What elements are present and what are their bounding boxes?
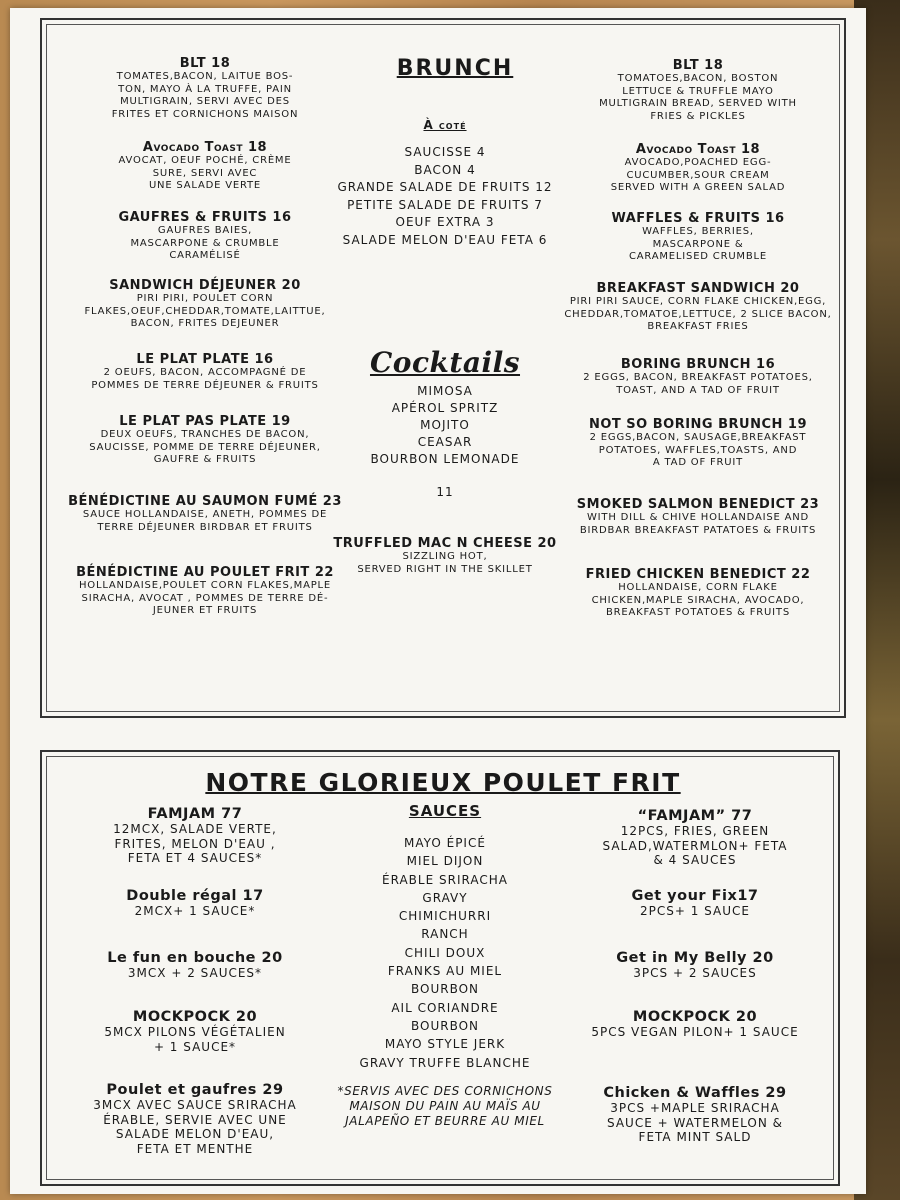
poulet-left-item-desc: 12MCX, SALADE VERTE, FRITES, MELON D'EAU , FETA ET 4 SAUCES* [113,822,277,865]
brunch-left-item-title: BLT 18 [179,56,231,71]
brunch-right-item [558,357,838,397]
brunch-right-item [558,211,838,264]
poulet-left-item-title: Poulet et gaufres 29 [106,1082,284,1098]
poulet-right-item-title: Get your Fix17 [631,888,759,904]
a-cote-item: GRANDE SALADE DE FRUITS 12 [337,180,553,194]
brunch-left-item [60,56,350,121]
brunch-right-item [558,281,838,334]
sauce-item: BOURBON [410,1018,480,1033]
brunch-right-item-title: WAFFLES & FRUITS 16 [611,211,785,226]
brunch-left-item [60,494,350,534]
cocktail-item: MIMOSA [417,384,473,398]
brunch-left-item-desc: PIRI PIRI, POULET CORN FLAKES,OEUF,CHEDDAR,TOMATE,LAITTUE, BACON, FRITES DEJEUNER [84,293,326,329]
sauce-item: MAYO ÉPICÉ [404,836,486,850]
poulet-left-item-desc: 3MCX + 2 SAUCES* [127,966,263,980]
a-cote-list [330,144,560,249]
brunch-left-item-title: BÉNÉDICTINE AU SAUMON FUMÉ 23 [68,494,342,509]
poulet-right-item-title: Get in My Belly 20 [616,950,774,966]
poulet-right-item-title: “FAMJAM” 77 [637,808,753,824]
sauces-section [330,802,560,1129]
poulet-left-item [70,1009,320,1054]
poulet-left-item-title: Le fun en bouche 20 [107,950,283,966]
cocktails-heading: Cocktails [369,346,521,379]
a-cote-section [330,118,560,249]
brunch-left-item-title: LE PLAT PAS PLATE 19 [119,414,291,429]
mac-desc: SIZZLING HOT, SERVED RIGHT IN THE SKILLET [357,551,533,575]
a-cote-item: SAUCISSE 4 [404,145,486,159]
poulet-right-item [570,888,820,919]
brunch-left-item-title: BÉNÉDICTINE AU POULET FRIT 22 [76,565,334,580]
sauce-item: CHILI DOUX [404,945,486,960]
brunch-right-item [558,142,838,195]
brunch-right-item-desc: 2 EGGS, BACON, BREAKFAST POTATOES, TOAST, AND A TAD OF FRUIT [583,372,813,396]
sauce-item: GRAVY [422,890,468,905]
brunch-right-item-title: BREAKFAST SANDWICH 20 [596,281,800,296]
brunch-right-item-title: NOT SO BORING BRUNCH 19 [588,417,808,432]
sauce-item: CHIMICHURRI [398,909,492,924]
brunch-heading: BRUNCH [396,56,514,81]
a-cote-heading: À coté [423,118,467,132]
brunch-right-item-title: FRIED CHICKEN BENEDICT 22 [585,567,811,582]
brunch-left-item-title: Avocado Toast 18 [142,140,268,155]
poulet-heading: NOTRE GLORIEUX POULET FRIT [205,768,681,797]
poulet-right-item [570,1009,820,1040]
poulet-left-item-desc: 2MCX+ 1 SAUCE* [134,904,256,918]
poulet-left-item-title: Double régal 17 [126,888,264,904]
brunch-right-item [558,417,838,470]
poulet-left-item [70,888,320,919]
poulet-right-item-desc: 12PCS, FRIES, GREEN SALAD,WATERMLON+ FETA & 4 SAUCES [602,824,788,867]
brunch-right-item-title: Avocado Toast 18 [635,142,761,157]
brunch-left-item-desc: GAUFRES BAIES, MASCARPONE & CRUMBLE CARAMÉLISÉ [130,225,280,261]
poulet-left-item-title: FAMJAM 77 [147,806,243,822]
brunch-left-item-desc: 2 OEUFS, BACON, ACCOMPAGNÉ DE POMMES DE TERRE DÉJEUNER & FRUITS [91,367,319,391]
poulet-right-item-desc: 3PCS + 2 SAUCES [633,966,757,980]
brunch-left-item [60,140,350,193]
brunch-right-item-title: BLT 18 [672,58,724,73]
brunch-right-item-desc: TOMATOES,BACON, BOSTON LETTUCE & TRUFFLE MAYO MULTIGRAIN BREAD, SERVED WITH FRIES & PICKLES [599,73,797,122]
sauce-item: BOURBON [410,982,480,997]
cocktail-item: MOJITO [420,418,470,432]
poulet-right-item [570,808,820,868]
brunch-left-item-desc: TOMATES,BACON, LAITUE BOS- TON, MAYO À LA TRUFFE, PAIN MULTIGRAIN, SERVI AVEC DES FRITES ET CORNICHONS MAISON [111,71,299,120]
brunch-right-item [558,567,838,620]
poulet-right-item [570,950,820,981]
brunch-left-item-title: GAUFRES & FRUITS 16 [118,210,292,225]
brunch-left-item [60,565,350,618]
poulet-left-item [70,950,320,981]
a-cote-item: SALADE MELON D'EAU FETA 6 [342,232,548,247]
sauce-item: MAYO STYLE JERK [384,1037,506,1052]
poulet-left-item-desc: 5MCX PILONS VÉGÉTALIEN + 1 SAUCE* [104,1025,286,1054]
a-cote-item: OEUF EXTRA 3 [395,215,495,229]
brunch-right-item-desc: AVOCADO,POACHED EGG- CUCUMBER,SOUR CREAM SERVED WITH A GREEN SALAD [610,157,786,193]
a-cote-item: BACON 4 [414,162,476,177]
poulet-left-item-desc: 3MCX AVEC SAUCE SRIRACHA ÉRABLE, SERVIE AVEC UNE SALADE MELON D'EAU, FETA ET MENTHE [93,1098,297,1156]
poulet-left-item [70,806,320,866]
poulet-right-item-title: MOCKPOCK 20 [632,1009,758,1025]
sauce-item: FRANKS AU MIEL [387,964,503,979]
brunch-left-item-title: SANDWICH DÉJEUNER 20 [109,278,301,293]
poulet-right-item [570,1085,820,1145]
menu-sheet [10,8,866,1194]
brunch-right-item-title: SMOKED SALMON BENEDICT 23 [576,497,820,512]
brunch-left-item [60,352,350,392]
poulet-right-item-desc: 5PCS VEGAN PILON+ 1 SAUCE [591,1025,799,1039]
brunch-left-item [60,414,350,467]
cocktails-section [340,346,550,502]
mac-title: TRUFFLED MAC N CHEESE 20 [333,536,557,551]
brunch-right-item-desc: WITH DILL & CHIVE HOLLANDAISE AND BIRDBAR BREAKFAST PATATOES & FRUITS [579,512,817,536]
brunch-left-item-desc: SAUCE HOLLANDAISE, ANETH, POMMES DE TERRE DÉJEUNER BIRDBAR ET FRUITS [82,509,328,533]
mac-n-cheese-item [330,536,560,576]
sauce-item: MIEL DIJON [406,854,484,869]
poulet-left-item-title: MOCKPOCK 20 [132,1009,258,1025]
cocktail-item: APÉROL SPRITZ [391,401,499,415]
brunch-right-item-desc: HOLLANDAISE, CORN FLAKE CHICKEN,MAPLE SIRACHA, AVOCADO, BREAKFAST POTATOES & FRUITS [591,582,805,618]
brunch-left-item-desc: DEUX OEUFS, TRANCHES DE BACON, SAUCISSE, POMME DE TERRE DÉJEUNER, GAUFRE & FRUITS [89,429,321,465]
brunch-right-item-desc: WAFFLES, BERRIES, MASCARPONE & CARAMELISED CRUMBLE [628,226,768,262]
cocktails-list [340,383,550,468]
brunch-right-item-desc: 2 EGGS,BACON, SAUSAGE,BREAKFAST POTATOES, WAFFLES,TOASTS, AND A TAD OF FRUIT [589,432,807,468]
sauce-item: AIL CORIANDRE [391,1000,499,1015]
cocktails-price: 11 [436,485,454,499]
sauce-item: GRAVY TRUFFE BLANCHE [359,1055,531,1070]
brunch-right-item [558,58,838,123]
brunch-left-item [60,278,350,331]
brunch-right-item [558,497,838,537]
brunch-right-item-title: BORING BRUNCH 16 [620,357,776,372]
cocktail-item: BOURBON LEMONADE [370,452,520,466]
brunch-left-item-desc: HOLLANDAISE,POULET CORN FLAKES,MAPLE SIRACHA, AVOCAT , POMMES DE TERRE DÉ- JEUNER ET FRUITS [78,580,332,616]
brunch-left-item-desc: AVOCAT, OEUF POCHÉ, CRÈME SURE, SERVI AVEC UNE SALADE VERTE [118,155,292,191]
sauces-heading: SAUCES [408,802,482,820]
poulet-right-item-desc: 2PCS+ 1 SAUCE [640,904,750,918]
poulet-left-item [70,1082,320,1156]
sauces-list [330,834,560,1072]
sauces-note: *SERVIS AVEC DES CORNICHONS MAISON DU PAIN AU MAÏS AU JALAPEÑO ET BEURRE AU MIEL [337,1083,553,1128]
poulet-right-item-desc: 3PCS +MAPLE SRIRACHA SAUCE + WATERMELON & FETA MINT SALD [607,1101,783,1144]
sauce-item: RANCH [421,927,469,942]
sauce-item: ÉRABLE SRIRACHA [382,872,508,887]
a-cote-item: PETITE SALADE DE FRUITS 7 [347,197,543,212]
brunch-left-item [60,210,350,263]
poulet-right-item-title: Chicken & Waffles 29 [603,1085,787,1101]
cocktail-item: CEASAR [417,435,473,449]
brunch-right-item-desc: PIRI PIRI SAUCE, CORN FLAKE CHICKEN,EGG, CHEDDAR,TOMATOE,LETTUCE, 2 SLICE BACON, BREAKFAST FRIES [564,296,832,332]
brunch-left-item-title: LE PLAT PLATE 16 [136,352,274,367]
